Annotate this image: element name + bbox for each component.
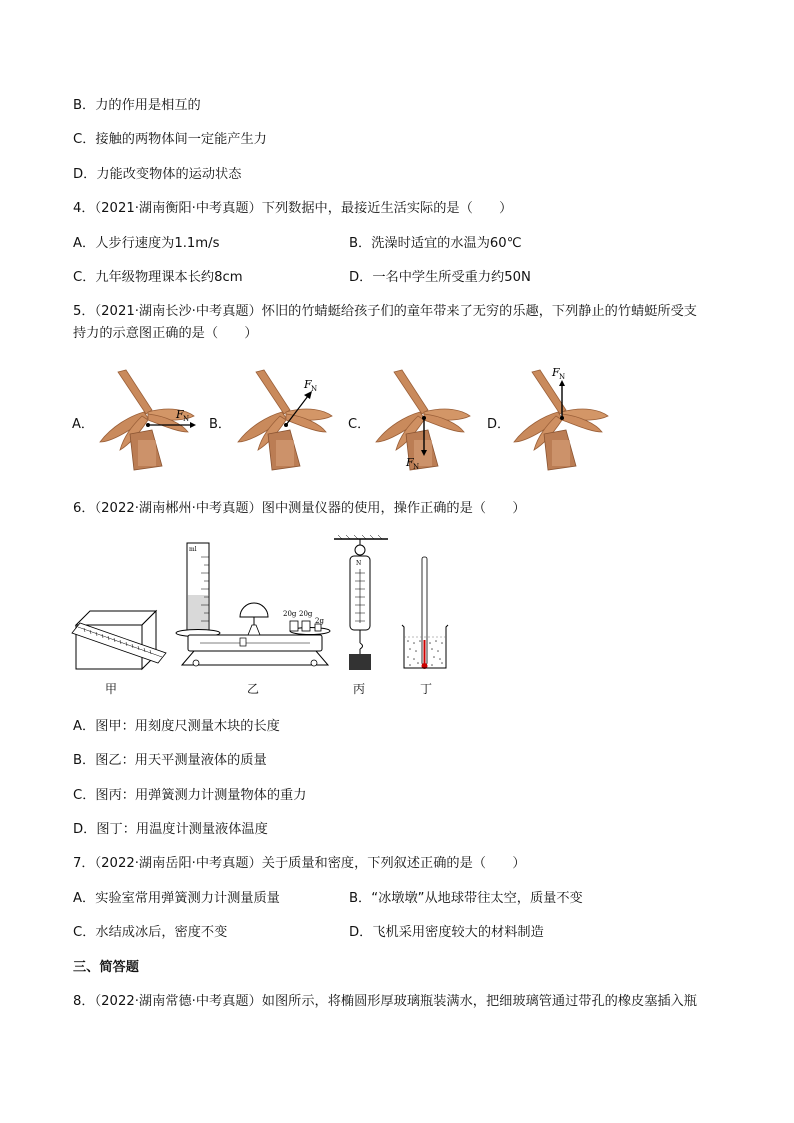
q7-option-c: C．水结成冰后，密度不变 bbox=[73, 925, 228, 940]
q5-label-a: A． bbox=[72, 417, 94, 432]
section-heading: 三、简答题 bbox=[73, 960, 139, 975]
q6-caption-yi: 乙 bbox=[247, 682, 260, 696]
q5-stem-line2: 持力的示意图正确的是（ ） bbox=[73, 326, 258, 341]
q6-option-b: B．图乙：用天平测量液体的质量 bbox=[73, 753, 267, 768]
q6-option-c: C．图丙：用弹簧测力计测量物体的重力 bbox=[73, 788, 307, 803]
q3-option-c: C．接触的两物体间一定能产生力 bbox=[73, 132, 267, 147]
q5-dragonflies-svg bbox=[90, 368, 630, 473]
q6-weight-3: 2g bbox=[315, 617, 324, 625]
q6-figure-jia bbox=[72, 611, 166, 669]
q8-stem: 8．（2022·湖南常德·中考真题）如图所示，将椭圆形厚玻璃瓶装满水，把细玻璃管通过带孔的橡皮塞插入瓶 bbox=[73, 994, 697, 1009]
q5-dragonfly-b bbox=[238, 370, 332, 470]
q6-cylinder-unit: ml bbox=[189, 546, 197, 553]
q6-weight-1: 20g bbox=[283, 610, 297, 618]
q6-weight-2: 20g bbox=[299, 610, 313, 618]
q4-option-b: B．洗澡时适宜的水温为60℃ bbox=[349, 236, 522, 251]
q6-caption-jia: 甲 bbox=[105, 682, 118, 696]
q6-option-d: D．图丁：用温度计测量液体温度 bbox=[73, 822, 268, 837]
q3-option-b: B．力的作用是相互的 bbox=[73, 98, 201, 113]
q5-dragonfly-c bbox=[376, 370, 470, 471]
q5-force-label-d: F bbox=[552, 368, 560, 379]
svg-text:N: N bbox=[183, 415, 190, 423]
q6-caption-bing: 丙 bbox=[353, 682, 366, 696]
q5-dragonfly-d bbox=[514, 368, 608, 470]
q7-option-d: D．飞机采用密度较大的材料制造 bbox=[349, 925, 544, 940]
q4-option-c: C．九年级物理课本长约8cm bbox=[73, 270, 243, 285]
q5-force-label-c: F bbox=[406, 456, 414, 469]
q4-option-d: D．一名中学生所受重力约50N bbox=[349, 270, 531, 285]
svg-text:N: N bbox=[413, 463, 420, 471]
q6-figure-yi bbox=[176, 543, 330, 666]
q5-stem-line1: 5．（2021·湖南长沙·中考真题）怀旧的竹蜻蜓给孩子们的童年带来了无穷的乐趣，下列静止的竹蜻蜓所受支 bbox=[73, 304, 697, 319]
q5-label-d: D． bbox=[487, 417, 511, 432]
q6-caption-ding: 丁 bbox=[420, 682, 433, 696]
svg-text:N: N bbox=[559, 373, 566, 381]
q6-option-a: A．图甲：用刻度尺测量木块的长度 bbox=[73, 719, 280, 734]
q5-force-label-b: F bbox=[304, 378, 312, 391]
q3-option-d: D．力能改变物体的运动状态 bbox=[73, 167, 242, 182]
q5-label-c: C． bbox=[348, 417, 371, 432]
q4-stem: 4．（2021·湖南衡阳·中考真题）下列数据中，最接近生活实际的是（ ） bbox=[73, 201, 513, 216]
q5-force-label-a: F bbox=[176, 408, 184, 421]
q7-option-b: B．“冰墩墩”从地球带往太空，质量不变 bbox=[349, 891, 583, 906]
q6-figure-ding bbox=[402, 557, 448, 669]
q6-figure-bing bbox=[334, 535, 388, 670]
q4-option-a: A．人步行速度为1.1m/s bbox=[73, 236, 220, 251]
q6-spring-unit: N bbox=[356, 560, 362, 567]
q7-option-a: A．实验室常用弹簧测力计测量质量 bbox=[73, 891, 280, 906]
q7-stem: 7．（2022·湖南岳阳·中考真题）关于质量和密度，下列叙述正确的是（ ） bbox=[73, 856, 526, 871]
q5-label-b: B． bbox=[209, 417, 231, 432]
q6-stem: 6．（2022·湖南郴州·中考真题）图中测量仪器的使用，操作正确的是（ ） bbox=[73, 501, 526, 516]
q5-dragonfly-a bbox=[100, 370, 196, 470]
svg-text:N: N bbox=[311, 385, 318, 393]
q6-instruments-svg bbox=[70, 535, 470, 675]
